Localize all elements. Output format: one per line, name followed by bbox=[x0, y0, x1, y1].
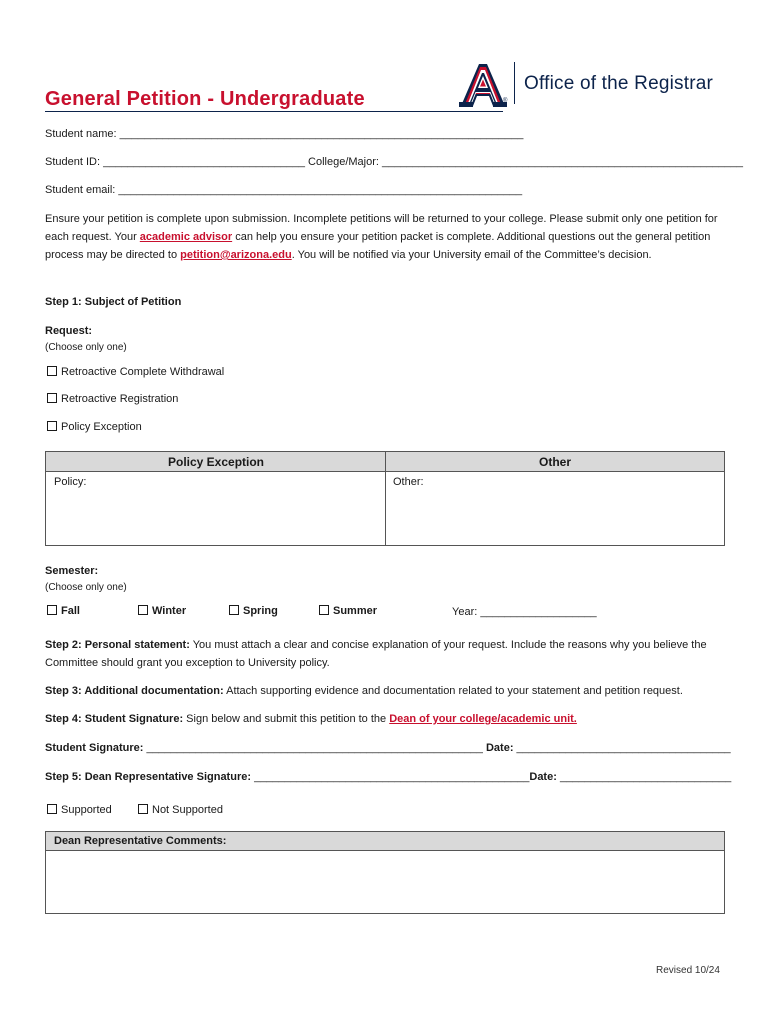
checkbox[interactable] bbox=[47, 393, 57, 403]
petition-email-link[interactable]: petition@arizona.edu bbox=[180, 249, 292, 261]
semester-label: Semester: bbox=[45, 565, 99, 577]
option-label: Supported bbox=[61, 804, 112, 816]
logo-a-mark bbox=[459, 64, 507, 107]
student-signature-line[interactable] bbox=[45, 741, 731, 755]
checkbox[interactable] bbox=[319, 605, 329, 615]
dean-signature-blank[interactable]: _____________________________________________ bbox=[251, 771, 530, 783]
dean-link[interactable]: Dean of your college/academic unit. bbox=[389, 713, 577, 725]
checkbox[interactable] bbox=[138, 605, 148, 615]
checkbox[interactable] bbox=[47, 421, 57, 431]
registered-mark: ® bbox=[503, 98, 508, 104]
request-choose-note: (Choose only one) bbox=[45, 342, 127, 353]
checkbox[interactable] bbox=[138, 804, 148, 814]
university-logo bbox=[458, 62, 508, 108]
step4-heading: Step 4: Student Signature: bbox=[45, 713, 184, 725]
semester-winter[interactable] bbox=[138, 605, 186, 617]
year-field[interactable] bbox=[452, 606, 597, 618]
semester-choose-note: (Choose only one) bbox=[45, 582, 127, 593]
not-supported-option[interactable] bbox=[138, 804, 223, 816]
dean-comments-box[interactable] bbox=[45, 831, 725, 914]
office-name: Office of the Registrar bbox=[524, 73, 714, 94]
student-email-field[interactable]: Student email: __________________________________________________________________ bbox=[45, 184, 523, 196]
checkbox[interactable] bbox=[47, 366, 57, 376]
student-id-college-field[interactable]: Student ID: _________________________________ College/Major: ___________________________________________________________ bbox=[45, 156, 743, 168]
step3-text: Attach supporting evidence and documentation related to your statement and petition request. bbox=[223, 685, 683, 697]
option-label: Retroactive Registration bbox=[61, 393, 179, 405]
step5-heading: Step 5: Dean Representative Signature: bbox=[45, 771, 252, 783]
policy-field[interactable]: Policy: bbox=[54, 476, 87, 488]
checkbox[interactable] bbox=[47, 804, 57, 814]
request-label: Request: bbox=[45, 325, 93, 337]
option-label: Fall bbox=[61, 605, 80, 617]
option-label: Not Supported bbox=[152, 804, 223, 816]
intro-text-2: can help you ensure your petition packet is complete. Additional questions out the general petition process may be directed to bbox=[45, 231, 711, 261]
logo-divider bbox=[514, 62, 515, 104]
step1-heading: Step 1: Subject of Petition bbox=[45, 296, 182, 308]
intro-text-1: Ensure your petition is complete upon submission. Incomplete petitions will be returned to your college. Please submit only one petition for each request. Your bbox=[45, 213, 718, 243]
supported-option[interactable] bbox=[47, 804, 112, 816]
student-date-label: Date: bbox=[485, 742, 514, 754]
step4-text: Sign below and submit this petition to the bbox=[183, 713, 390, 725]
student-signature-label: Student Signature: bbox=[45, 742, 144, 754]
revision-date: Revised 10/24 bbox=[656, 965, 720, 976]
student-signature-blank[interactable]: _______________________________________________________ bbox=[143, 742, 486, 754]
dean-signature-line[interactable] bbox=[45, 770, 731, 784]
option-policy-exception[interactable] bbox=[47, 421, 142, 433]
step2-text: You must attach a clear and concise explanation of your request. Include the reasons why you believe the Committee should grant you exception to University policy. bbox=[45, 639, 707, 669]
policy-other-table bbox=[45, 451, 725, 546]
step3-line bbox=[45, 684, 683, 698]
policy-exception-header: Policy Exception bbox=[46, 452, 386, 472]
step2-heading: Step 2: Personal statement: bbox=[45, 639, 190, 651]
semester-fall[interactable] bbox=[47, 605, 80, 617]
step4-line bbox=[45, 712, 577, 726]
dean-comments-header: Dean Representative Comments: bbox=[46, 832, 724, 851]
dean-date-blank[interactable]: ____________________________ bbox=[556, 771, 732, 783]
student-name-field[interactable]: Student name: __________________________________________________________________ bbox=[45, 128, 524, 140]
dean-date-label: Date: bbox=[529, 771, 557, 783]
step2-paragraph bbox=[45, 636, 725, 672]
option-retroactive-registration[interactable] bbox=[47, 393, 178, 405]
checkbox[interactable] bbox=[47, 605, 57, 615]
table-divider bbox=[385, 452, 386, 545]
option-label: Winter bbox=[152, 605, 187, 617]
semester-spring[interactable] bbox=[229, 605, 278, 617]
year-label: Year: ___________________ bbox=[452, 606, 597, 618]
option-retroactive-withdrawal[interactable] bbox=[47, 366, 224, 378]
semester-summer[interactable] bbox=[319, 605, 377, 617]
other-field[interactable]: Other: bbox=[393, 476, 424, 488]
title-underline bbox=[45, 111, 503, 112]
other-header: Other bbox=[386, 452, 724, 472]
option-label: Summer bbox=[333, 605, 378, 617]
academic-advisor-link[interactable]: academic advisor bbox=[139, 231, 233, 243]
page-title: General Petition - Undergraduate bbox=[45, 88, 365, 110]
intro-paragraph bbox=[45, 210, 725, 264]
intro-text-3: . You will be notified via your University email of the Committee’s decision. bbox=[291, 249, 652, 261]
step3-heading: Step 3: Additional documentation: bbox=[45, 685, 224, 697]
student-date-blank[interactable]: ___________________________________ bbox=[513, 742, 731, 754]
option-label: Spring bbox=[243, 605, 278, 617]
checkbox[interactable] bbox=[229, 605, 239, 615]
option-label: Policy Exception bbox=[61, 421, 142, 433]
option-label: Retroactive Complete Withdrawal bbox=[61, 366, 225, 378]
